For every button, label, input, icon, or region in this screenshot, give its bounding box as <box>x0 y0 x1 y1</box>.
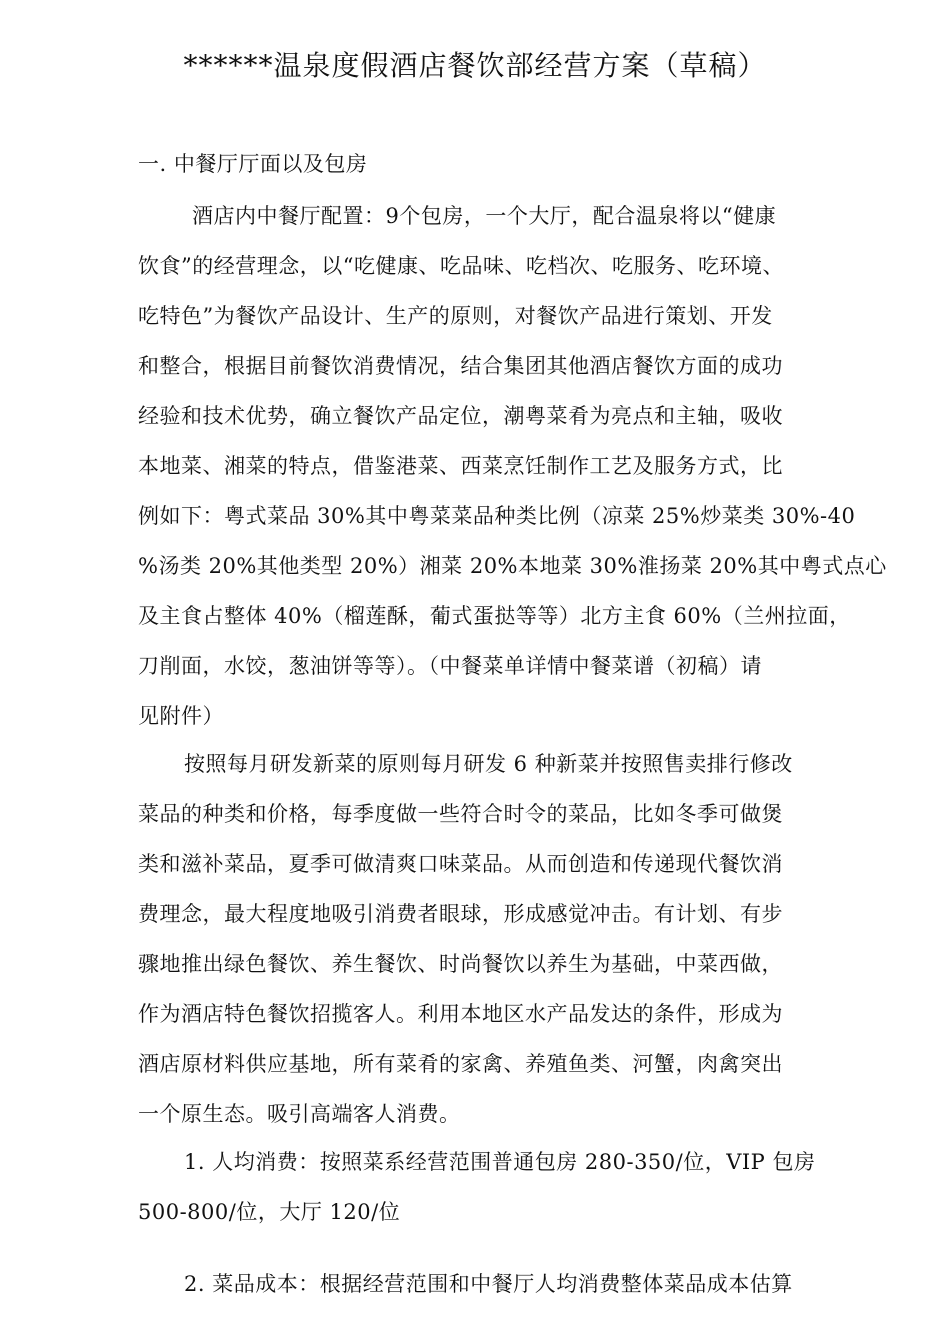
paragraph-line: 酒店原材料供应基地，所有菜肴的家禽、养殖鱼类、河蟹，肉禽突出 <box>138 1052 783 1076</box>
paragraph-line: 本地菜、湘菜的特点，借鉴港菜、西菜烹饪制作工艺及服务方式，比 <box>138 454 783 478</box>
paragraph-line: 及主食占整体 40%（榴莲酥，葡式蛋挞等等）北方主食 60%（兰州拉面， <box>138 604 851 628</box>
paragraph-line: 见附件） <box>138 704 224 728</box>
paragraph-line: 按照每月研发新菜的原则每月研发 6 种新菜并按照售卖排行修改 <box>184 752 793 776</box>
paragraph-line: 作为酒店特色餐饮招揽客人。利用本地区水产品发达的条件，形成为 <box>138 1002 783 1026</box>
paragraph-line: 类和滋补菜品，夏季可做清爽口味菜品。从而创造和传递现代餐饮消 <box>138 852 783 876</box>
list-item-line: 1. 人均消费：按照菜系经营范围普通包房 280-350/位，VIP 包房 <box>184 1150 816 1174</box>
paragraph-line: 骤地推出绿色餐饮、养生餐饮、时尚餐饮以养生为基础，中菜西做， <box>138 952 783 976</box>
paragraph-line: 经验和技术优势，确立餐饮产品定位，潮粤菜肴为亮点和主轴，吸收 <box>138 404 783 428</box>
paragraph-line: 和整合，根据目前餐饮消费情况，结合集团其他酒店餐饮方面的成功 <box>138 354 783 378</box>
section-heading: 一. 中餐厅厅面以及包房 <box>138 152 368 176</box>
paragraph-line: 饮食”的经营理念，以“吃健康、吃品味、吃档次、吃服务、吃环境、 <box>138 254 784 278</box>
paragraph-line: %汤类 20%其他类型 20%）湘菜 20%本地菜 30%淮扬菜 20%其中粤式点心 <box>138 554 887 578</box>
paragraph-line: 一个原生态。吸引高端客人消费。 <box>138 1102 461 1126</box>
paragraph-line: 刀削面，水饺，葱油饼等等）。（中餐菜单详情中餐菜谱（初稿）请 <box>138 654 762 678</box>
paragraph-line: 吃特色”为餐饮产品设计、生产的原则，对餐饮产品进行策划、开发 <box>138 304 773 328</box>
list-item-line: 2. 菜品成本：根据经营范围和中餐厅人均消费整体菜品成本估算 <box>184 1272 793 1296</box>
paragraph-line: 菜品的种类和价格，每季度做一些符合时令的菜品，比如冬季可做煲 <box>138 802 783 826</box>
paragraph-line: 费理念，最大程度地吸引消费者眼球，形成感觉冲击。有计划、有步 <box>138 902 783 926</box>
document-title: ******温泉度假酒店餐饮部经营方案（草稿） <box>183 49 767 82</box>
list-item-line: 500-800/位，大厅 120/位 <box>138 1200 401 1224</box>
paragraph-line: 酒店内中餐厅配置：9个包房，一个大厅，配合温泉将以“健康 <box>192 204 777 228</box>
paragraph-line: 例如下：粤式菜品 30%其中粤菜菜品种类比例（凉菜 25%炒菜类 30%-40 <box>138 504 856 528</box>
